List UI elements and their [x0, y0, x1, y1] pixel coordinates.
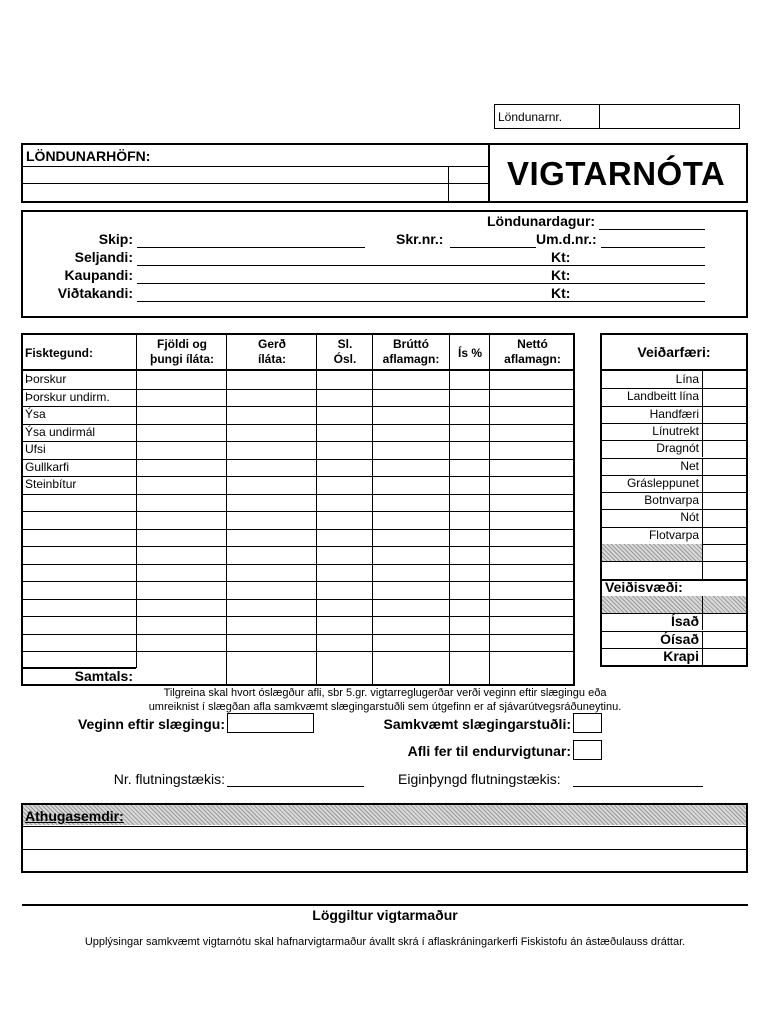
- table-cell[interactable]: [450, 372, 488, 388]
- table-cell[interactable]: [317, 617, 371, 633]
- table-cell[interactable]: [317, 372, 371, 388]
- gear-checkbox[interactable]: [703, 510, 745, 525]
- table-row: [23, 389, 573, 407]
- table-cell[interactable]: [227, 530, 315, 546]
- table-cell[interactable]: [450, 425, 488, 441]
- table-cell[interactable]: [490, 547, 572, 563]
- samkvaemt-label: Samkvæmt slægingarstuðli:: [383, 716, 571, 732]
- table-row: [23, 441, 573, 459]
- table-cell[interactable]: [317, 565, 371, 581]
- table-cell[interactable]: [137, 547, 225, 563]
- table-cell[interactable]: [373, 495, 448, 511]
- table-row: [23, 511, 573, 529]
- table-cell[interactable]: [137, 565, 225, 581]
- table-cell[interactable]: [227, 477, 315, 493]
- table-cell[interactable]: [227, 617, 315, 633]
- gear-checkbox[interactable]: [703, 632, 745, 647]
- veginn-label: Veginn eftir slægingu:: [77, 716, 225, 732]
- table-cell[interactable]: [490, 565, 572, 581]
- table-cell[interactable]: [490, 407, 572, 423]
- table-cell[interactable]: [227, 460, 315, 476]
- table-cell[interactable]: [317, 652, 371, 668]
- afli-label: Afli fer til endurvigtunar:: [407, 743, 571, 759]
- athugasemdir-field-1[interactable]: [25, 828, 743, 848]
- table-cell[interactable]: [227, 547, 315, 563]
- table-cell[interactable]: [450, 442, 488, 458]
- gear-label: Nót: [680, 510, 699, 525]
- header-box: [21, 143, 748, 203]
- athugasemdir-box: [21, 803, 748, 873]
- table-cell[interactable]: [137, 617, 225, 633]
- table-cell[interactable]: [373, 565, 448, 581]
- seljandi-field[interactable]: [137, 265, 705, 266]
- table-cell[interactable]: [450, 390, 488, 406]
- table-cell[interactable]: [373, 407, 448, 423]
- eiginthyngd-label: Eiginþyngd flutningstækis:: [398, 771, 561, 787]
- table-cell[interactable]: [317, 425, 371, 441]
- athugasemdir-field-2[interactable]: [25, 851, 743, 871]
- skrnr-label: Skr.nr.:: [396, 231, 444, 247]
- londunardagur-label: Löndunardagur:: [487, 213, 596, 229]
- table-row: [23, 634, 573, 652]
- table-row: [23, 424, 573, 442]
- gear-checkbox[interactable]: [703, 372, 745, 387]
- skip-label: Skip:: [98, 231, 133, 247]
- fish-table: [21, 333, 575, 686]
- info-box: [21, 210, 748, 318]
- table-row: [23, 616, 573, 634]
- gear-box: [600, 333, 748, 667]
- kaupandi-field[interactable]: [137, 283, 705, 284]
- table-cell[interactable]: [137, 442, 225, 458]
- table-row: [23, 406, 573, 424]
- table-cell[interactable]: [490, 652, 572, 668]
- table-cell[interactable]: [490, 512, 572, 528]
- gear-label: Óísað: [660, 630, 699, 647]
- species-label: Ufsi: [25, 442, 46, 456]
- skip-field[interactable]: [137, 247, 365, 248]
- signature-line[interactable]: [22, 904, 748, 906]
- table-cell[interactable]: [450, 565, 488, 581]
- table-cell[interactable]: [373, 390, 448, 406]
- table-cell[interactable]: [137, 477, 225, 493]
- table-cell[interactable]: [317, 460, 371, 476]
- table-cell[interactable]: [137, 425, 225, 441]
- table-cell[interactable]: [137, 495, 225, 511]
- table-cell[interactable]: [137, 460, 225, 476]
- table-row: [23, 546, 573, 564]
- samtals-label: Samtals:: [74, 668, 133, 684]
- table-cell[interactable]: [227, 635, 315, 651]
- table-cell[interactable]: [227, 372, 315, 388]
- table-cell[interactable]: [317, 512, 371, 528]
- header-fjoldi: Fjöldi og þungi íláta:: [150, 337, 214, 366]
- table-cell[interactable]: [490, 495, 572, 511]
- header-gerd: Gerð íláta:: [257, 337, 286, 366]
- gear-label: Grásleppunet: [626, 475, 699, 490]
- table-cell[interactable]: [490, 617, 572, 633]
- table-cell[interactable]: [490, 372, 572, 388]
- table-cell[interactable]: [490, 425, 572, 441]
- species-label: Þorskur undirm.: [25, 389, 110, 404]
- kaupandi-label: Kaupandi:: [64, 267, 133, 283]
- table-cell[interactable]: [227, 652, 315, 668]
- table-cell[interactable]: [227, 425, 315, 441]
- header-brutto: Brúttó aflamagn:: [382, 337, 440, 366]
- table-cell[interactable]: [450, 600, 488, 616]
- athugasemdir-label: Athugasemdir:: [25, 808, 124, 824]
- table-cell[interactable]: [317, 600, 371, 616]
- gear-checkbox[interactable]: [703, 476, 745, 491]
- table-cell[interactable]: [137, 582, 225, 598]
- table-cell[interactable]: [227, 442, 315, 458]
- table-row: [23, 581, 573, 599]
- gear-label: Veiðisvæði:: [605, 578, 683, 595]
- table-cell[interactable]: [317, 530, 371, 546]
- gear-checkbox[interactable]: [703, 459, 745, 474]
- footer-note: Upplýsingar samkvæmt vigtarnótu skal hafnarvigtarmaður ávallt skrá í aflaskráningarkerfi Fiskistofu án ástæðulauss dráttar.: [84, 936, 686, 948]
- species-label: Ýsa: [25, 407, 46, 421]
- gear-checkbox[interactable]: [703, 597, 745, 612]
- table-cell[interactable]: [490, 635, 572, 651]
- table-cell[interactable]: [490, 390, 572, 406]
- gear-checkbox[interactable]: [703, 562, 745, 577]
- header-netto: Nettó aflamagn:: [504, 337, 561, 366]
- umdnr-label: Um.d.nr.:: [536, 231, 597, 247]
- table-cell[interactable]: [227, 390, 315, 406]
- table-cell[interactable]: [227, 495, 315, 511]
- table-row: [23, 564, 573, 582]
- gear-checkbox[interactable]: [703, 424, 745, 439]
- gear-title: Veiðarfæri:: [637, 344, 711, 360]
- table-cell[interactable]: [137, 512, 225, 528]
- table-cell[interactable]: [373, 460, 448, 476]
- gear-checkbox[interactable]: [703, 614, 745, 629]
- table-cell[interactable]: [450, 495, 488, 511]
- table-cell[interactable]: [450, 407, 488, 423]
- skrnr-field[interactable]: [450, 247, 536, 248]
- londunarhofn-field[interactable]: [25, 167, 445, 182]
- table-row: [23, 476, 573, 494]
- gear-checkbox[interactable]: [703, 389, 745, 404]
- veginn-field[interactable]: [227, 713, 314, 733]
- table-cell[interactable]: [373, 512, 448, 528]
- londunarnr-label: Löndunarnr.: [498, 110, 563, 124]
- gear-label: Handfæri: [649, 406, 699, 421]
- eiginthyngd-field[interactable]: [573, 786, 703, 787]
- vidtakandi-label: Viðtakandi:: [57, 285, 133, 301]
- table-cell[interactable]: [373, 652, 448, 668]
- table-row: [23, 529, 573, 547]
- table-cell[interactable]: [373, 425, 448, 441]
- table-cell[interactable]: [137, 407, 225, 423]
- kt-label-1: Kt:: [551, 249, 571, 265]
- table-cell[interactable]: [450, 582, 488, 598]
- table-cell[interactable]: [450, 617, 488, 633]
- table-cell[interactable]: [373, 600, 448, 616]
- species-label: Gullkarfi: [25, 459, 70, 474]
- header-sl: Sl. Ósl.: [333, 337, 357, 366]
- londunarnr-field[interactable]: [601, 106, 737, 127]
- table-cell[interactable]: [450, 477, 488, 493]
- page-title: VIGTARNÓTA: [507, 155, 726, 192]
- table-cell[interactable]: [227, 600, 315, 616]
- table-cell[interactable]: [373, 442, 448, 458]
- samkvaemt-checkbox[interactable]: [573, 713, 602, 733]
- gear-checkbox[interactable]: [703, 493, 745, 508]
- table-row: [23, 599, 573, 617]
- table-cell[interactable]: [317, 477, 371, 493]
- gear-checkbox[interactable]: [703, 407, 745, 422]
- species-label: Steinbítur: [25, 477, 77, 491]
- table-cell[interactable]: [137, 652, 225, 668]
- gear-checkbox[interactable]: [703, 528, 745, 543]
- table-cell[interactable]: [450, 547, 488, 563]
- table-cell[interactable]: [490, 442, 572, 458]
- londunarhofn-label: LÖNDUNARHÖFN:: [26, 148, 151, 164]
- nr-flutnings-field[interactable]: [227, 786, 364, 787]
- table-cell[interactable]: [137, 390, 225, 406]
- table-cell[interactable]: [490, 530, 572, 546]
- table-cell[interactable]: [450, 530, 488, 546]
- species-label: Þorskur: [25, 372, 67, 386]
- table-cell[interactable]: [317, 582, 371, 598]
- table-cell[interactable]: [227, 565, 315, 581]
- kt-label-2: Kt:: [551, 267, 571, 283]
- table-cell[interactable]: [317, 635, 371, 651]
- vidtakandi-field[interactable]: [137, 301, 705, 302]
- table-row: [23, 494, 573, 512]
- gear-label: Ísað: [670, 613, 699, 630]
- table-cell[interactable]: [450, 635, 488, 651]
- table-cell[interactable]: [373, 582, 448, 598]
- gear-label: Lína: [675, 372, 699, 386]
- table-cell[interactable]: [317, 547, 371, 563]
- table-cell[interactable]: [490, 460, 572, 476]
- slaeging-note: Tilgreina skal hvort óslægður afli, sbr 5.gr. vigtarreglugerðar verði veginn eftir slægingu eða umreiknist í slægðan afla samkvæmt slægingarstuðli sem útgefinn er af sjávarútvegsráðuneytinu.: [148, 687, 622, 713]
- species-label: Ýsa undirmál: [25, 424, 96, 439]
- table-row: [23, 371, 573, 389]
- gear-label: Línutrekt: [652, 423, 699, 438]
- gear-label: Krapi: [663, 647, 699, 664]
- londunarnr-box: [494, 104, 740, 129]
- table-cell[interactable]: [450, 460, 488, 476]
- header-fisktegund: Fisktegund:: [25, 346, 93, 360]
- table-cell[interactable]: [317, 442, 371, 458]
- gear-label: Dragnót: [656, 441, 699, 456]
- table-cell[interactable]: [317, 407, 371, 423]
- afli-checkbox[interactable]: [573, 740, 602, 760]
- seljandi-label: Seljandi:: [74, 249, 133, 265]
- table-cell[interactable]: [490, 600, 572, 616]
- table-cell[interactable]: [373, 547, 448, 563]
- umdnr-field[interactable]: [601, 247, 705, 248]
- table-cell[interactable]: [317, 390, 371, 406]
- gear-checkbox[interactable]: [703, 441, 745, 456]
- table-cell[interactable]: [227, 582, 315, 598]
- table-cell[interactable]: [490, 477, 572, 493]
- gear-label: Landbeitt lína: [626, 389, 699, 404]
- table-cell[interactable]: [450, 652, 488, 668]
- table-cell[interactable]: [317, 495, 371, 511]
- londunardagur-field[interactable]: [599, 229, 705, 230]
- table-cell[interactable]: [373, 617, 448, 633]
- table-cell[interactable]: [490, 582, 572, 598]
- loggiltur-label: Löggiltur vigtarmaður: [312, 907, 458, 923]
- gear-label: Flotvarpa: [648, 527, 699, 542]
- table-cell[interactable]: [137, 372, 225, 388]
- table-row: [23, 459, 573, 477]
- table-cell[interactable]: [373, 477, 448, 493]
- gear-label: Net: [680, 458, 699, 473]
- gear-checkbox[interactable]: [703, 545, 745, 560]
- table-cell[interactable]: [137, 600, 225, 616]
- nr-flutnings-label: Nr. flutningstækis:: [113, 771, 225, 787]
- table-cell[interactable]: [373, 372, 448, 388]
- gear-label: Botnvarpa: [644, 493, 699, 508]
- kt-label-3: Kt:: [551, 285, 571, 301]
- table-cell[interactable]: [373, 530, 448, 546]
- header-is: Ís %: [457, 346, 482, 360]
- table-cell[interactable]: [137, 530, 225, 546]
- table-cell[interactable]: [227, 512, 315, 528]
- gear-checkbox[interactable]: [703, 649, 745, 664]
- table-cell[interactable]: [137, 635, 225, 651]
- table-row: [23, 651, 573, 669]
- table-cell[interactable]: [450, 512, 488, 528]
- table-cell[interactable]: [373, 635, 448, 651]
- table-cell[interactable]: [227, 407, 315, 423]
